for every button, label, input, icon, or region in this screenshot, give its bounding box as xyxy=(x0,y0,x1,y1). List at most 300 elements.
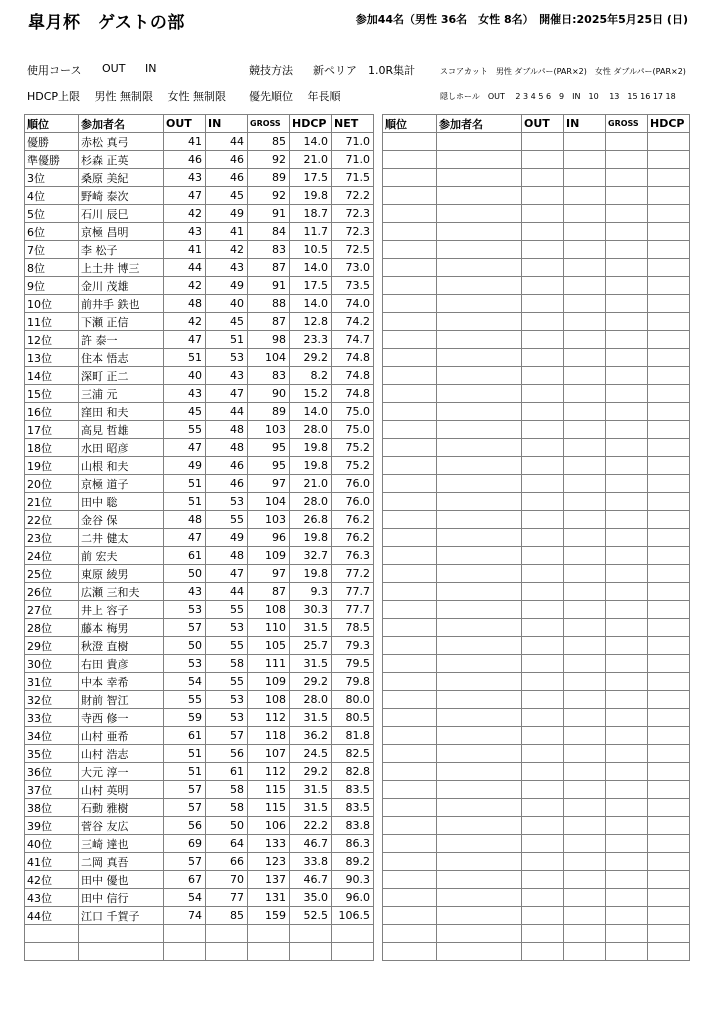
gross-cell: 87 xyxy=(248,313,290,331)
net-cell: 72.2 xyxy=(332,187,374,205)
empty-cell xyxy=(606,457,648,475)
hdcp-cell: 14.0 xyxy=(290,259,332,277)
empty-row xyxy=(383,871,690,889)
empty-row xyxy=(383,475,690,493)
empty-cell xyxy=(522,349,564,367)
empty-cell xyxy=(606,565,648,583)
name-cell: 三崎 達也 xyxy=(79,835,164,853)
empty-row xyxy=(383,799,690,817)
empty-cell xyxy=(606,601,648,619)
name-cell: 田中 優也 xyxy=(79,871,164,889)
empty-cell xyxy=(383,421,437,439)
in-cell: 46 xyxy=(206,457,248,475)
hdcp-cell: 33.8 xyxy=(290,853,332,871)
in-cell: 53 xyxy=(206,619,248,637)
header-hdcp: HDCP xyxy=(648,115,690,133)
empty-cell xyxy=(606,745,648,763)
net-cell: 74.0 xyxy=(332,295,374,313)
header-in: IN xyxy=(206,115,248,133)
name-cell: 石川 辰巳 xyxy=(79,205,164,223)
out-cell: 59 xyxy=(164,709,206,727)
empty-cell xyxy=(522,781,564,799)
table-row xyxy=(25,619,374,637)
empty-cell xyxy=(437,817,522,835)
out-cell: 43 xyxy=(164,583,206,601)
empty-row xyxy=(383,349,690,367)
empty-row xyxy=(383,187,690,205)
rank-cell: 43位 xyxy=(25,889,79,907)
net-cell: 72.3 xyxy=(332,223,374,241)
empty-cell xyxy=(383,817,437,835)
in-cell: 53 xyxy=(206,349,248,367)
empty-cell xyxy=(383,367,437,385)
in-cell: 47 xyxy=(206,385,248,403)
rank-cell: 42位 xyxy=(25,871,79,889)
empty-cell xyxy=(522,817,564,835)
net-cell: 80.5 xyxy=(332,709,374,727)
empty-row xyxy=(383,889,690,907)
empty-cell xyxy=(383,259,437,277)
gross-cell: 118 xyxy=(248,727,290,745)
empty-cell xyxy=(383,223,437,241)
hdcp-cell: 31.5 xyxy=(290,709,332,727)
empty-cell xyxy=(522,601,564,619)
empty-cell xyxy=(437,871,522,889)
name-cell: 二岡 真吾 xyxy=(79,853,164,871)
name-cell: 山村 亜希 xyxy=(79,727,164,745)
in-cell: 47 xyxy=(206,565,248,583)
empty-cell xyxy=(648,853,690,871)
empty-cell xyxy=(437,907,522,925)
empty-cell xyxy=(564,853,606,871)
header-gross: GROSS xyxy=(248,115,290,133)
empty-cell xyxy=(522,943,564,961)
hdcp-limit: HDCP上限 男性 無制限 女性 無制限 xyxy=(27,90,227,103)
out-cell: 47 xyxy=(164,187,206,205)
name-cell: 野崎 泰次 xyxy=(79,187,164,205)
empty-cell xyxy=(606,529,648,547)
empty-cell xyxy=(648,583,690,601)
empty-cell xyxy=(437,385,522,403)
empty-cell xyxy=(648,241,690,259)
empty-cell xyxy=(564,241,606,259)
empty-cell xyxy=(522,583,564,601)
empty-cell xyxy=(437,889,522,907)
in-cell: 66 xyxy=(206,853,248,871)
gross-cell: 97 xyxy=(248,475,290,493)
table-row xyxy=(25,331,374,349)
hdcp-cell: 23.3 xyxy=(290,331,332,349)
empty-cell xyxy=(606,727,648,745)
table-row xyxy=(25,349,374,367)
empty-row xyxy=(383,727,690,745)
name-cell: 上土井 博三 xyxy=(79,259,164,277)
out-cell: 51 xyxy=(164,349,206,367)
hdcp-cell: 25.7 xyxy=(290,637,332,655)
table-row xyxy=(25,781,374,799)
empty-cell xyxy=(522,223,564,241)
out-cell: 61 xyxy=(164,727,206,745)
empty-cell xyxy=(648,313,690,331)
hdcp-cell: 46.7 xyxy=(290,871,332,889)
gross-cell: 90 xyxy=(248,385,290,403)
empty-row xyxy=(383,439,690,457)
empty-cell xyxy=(564,583,606,601)
hdcp-cell: 14.0 xyxy=(290,133,332,151)
empty-cell xyxy=(648,781,690,799)
in-cell: 44 xyxy=(206,403,248,421)
in-cell: 58 xyxy=(206,799,248,817)
empty-cell xyxy=(648,709,690,727)
out-cell: 43 xyxy=(164,169,206,187)
gross-cell: 104 xyxy=(248,349,290,367)
name-cell: 田中 聡 xyxy=(79,493,164,511)
empty-cell xyxy=(522,295,564,313)
method-label: 競技方法 xyxy=(249,64,293,77)
empty-row xyxy=(383,619,690,637)
empty-row xyxy=(383,637,690,655)
table-row xyxy=(25,421,374,439)
empty-cell xyxy=(383,241,437,259)
empty-cell xyxy=(522,259,564,277)
empty-cell xyxy=(522,133,564,151)
empty-cell xyxy=(564,277,606,295)
rank-cell: 4位 xyxy=(25,187,79,205)
page-title: 皐月杯 ゲストの部 xyxy=(28,13,185,33)
empty-cell xyxy=(564,367,606,385)
empty-cell xyxy=(437,457,522,475)
empty-row xyxy=(25,943,374,961)
empty-cell xyxy=(383,493,437,511)
name-cell: 山村 英明 xyxy=(79,781,164,799)
net-cell: 80.0 xyxy=(332,691,374,709)
empty-cell xyxy=(564,187,606,205)
empty-cell xyxy=(606,709,648,727)
empty-cell xyxy=(437,331,522,349)
in-cell: 49 xyxy=(206,529,248,547)
in-cell: 58 xyxy=(206,655,248,673)
name-cell: 前井手 鉄也 xyxy=(79,295,164,313)
out-cell: 57 xyxy=(164,799,206,817)
method-value: 新ペリア 1.0R集計 xyxy=(313,64,416,77)
empty-cell xyxy=(564,313,606,331)
empty-cell xyxy=(383,709,437,727)
empty-cell xyxy=(606,817,648,835)
empty-cell xyxy=(437,277,522,295)
empty-cell xyxy=(564,781,606,799)
empty-cell xyxy=(522,853,564,871)
empty-cell xyxy=(648,565,690,583)
empty-cell xyxy=(437,439,522,457)
empty-cell xyxy=(332,925,374,943)
hdcp-cell: 29.2 xyxy=(290,763,332,781)
empty-cell xyxy=(437,421,522,439)
in-cell: 40 xyxy=(206,295,248,313)
empty-cell xyxy=(437,529,522,547)
empty-cell xyxy=(564,601,606,619)
empty-cell xyxy=(606,403,648,421)
empty-cell xyxy=(383,871,437,889)
in-cell: 45 xyxy=(206,313,248,331)
net-cell: 71.0 xyxy=(332,151,374,169)
gross-cell: 91 xyxy=(248,277,290,295)
empty-cell xyxy=(606,889,648,907)
course-out: OUT xyxy=(102,62,126,75)
empty-cell xyxy=(606,943,648,961)
net-cell: 81.8 xyxy=(332,727,374,745)
net-cell: 76.0 xyxy=(332,493,374,511)
empty-cell xyxy=(564,673,606,691)
net-cell: 79.8 xyxy=(332,673,374,691)
empty-cell xyxy=(606,313,648,331)
empty-row xyxy=(383,655,690,673)
empty-cell xyxy=(383,277,437,295)
empty-cell xyxy=(437,295,522,313)
empty-row xyxy=(383,565,690,583)
empty-cell xyxy=(564,421,606,439)
table-row xyxy=(25,889,374,907)
empty-cell xyxy=(25,925,79,943)
name-cell: 京極 昌明 xyxy=(79,223,164,241)
empty-cell xyxy=(248,925,290,943)
empty-cell xyxy=(437,637,522,655)
name-cell: 許 泰一 xyxy=(79,331,164,349)
hdcp-cell: 8.2 xyxy=(290,367,332,385)
rank-cell: 14位 xyxy=(25,367,79,385)
empty-cell xyxy=(437,853,522,871)
empty-cell xyxy=(437,583,522,601)
empty-cell xyxy=(383,475,437,493)
empty-cell xyxy=(648,727,690,745)
gross-cell: 84 xyxy=(248,223,290,241)
empty-cell xyxy=(606,169,648,187)
table-row xyxy=(25,565,374,583)
empty-cell xyxy=(383,511,437,529)
hdcp-cell: 46.7 xyxy=(290,835,332,853)
in-cell: 55 xyxy=(206,637,248,655)
name-cell: 高見 哲雄 xyxy=(79,421,164,439)
header-name: 参加者名 xyxy=(437,115,522,133)
hdcp-cell: 35.0 xyxy=(290,889,332,907)
in-cell: 58 xyxy=(206,781,248,799)
empty-cell xyxy=(437,799,522,817)
empty-row xyxy=(383,385,690,403)
empty-cell xyxy=(648,259,690,277)
empty-row xyxy=(383,781,690,799)
empty-cell xyxy=(564,835,606,853)
empty-cell xyxy=(522,925,564,943)
net-cell: 86.3 xyxy=(332,835,374,853)
empty-cell xyxy=(564,331,606,349)
hdcp-cell: 26.8 xyxy=(290,511,332,529)
empty-cell xyxy=(648,691,690,709)
empty-cell xyxy=(522,277,564,295)
empty-cell xyxy=(79,943,164,961)
empty-row xyxy=(383,169,690,187)
table-row xyxy=(25,709,374,727)
net-cell: 106.5 xyxy=(332,907,374,925)
gross-cell: 108 xyxy=(248,601,290,619)
out-cell: 51 xyxy=(164,493,206,511)
empty-cell xyxy=(437,259,522,277)
empty-cell xyxy=(564,619,606,637)
gross-cell: 89 xyxy=(248,169,290,187)
header-out: OUT xyxy=(164,115,206,133)
name-cell: 李 松子 xyxy=(79,241,164,259)
rank-cell: 37位 xyxy=(25,781,79,799)
rank-cell: 15位 xyxy=(25,385,79,403)
net-cell: 78.5 xyxy=(332,619,374,637)
empty-cell xyxy=(606,421,648,439)
empty-cell xyxy=(564,547,606,565)
empty-row xyxy=(383,457,690,475)
name-cell: 水田 昭彦 xyxy=(79,439,164,457)
rank-cell: 36位 xyxy=(25,763,79,781)
empty-cell xyxy=(383,763,437,781)
out-cell: 40 xyxy=(164,367,206,385)
gross-cell: 95 xyxy=(248,457,290,475)
table-row xyxy=(25,511,374,529)
empty-cell xyxy=(522,547,564,565)
empty-cell xyxy=(648,943,690,961)
empty-cell xyxy=(648,421,690,439)
empty-cell xyxy=(437,187,522,205)
hdcp-cell: 10.5 xyxy=(290,241,332,259)
empty-row xyxy=(383,835,690,853)
name-cell: 金川 茂雄 xyxy=(79,277,164,295)
out-cell: 51 xyxy=(164,475,206,493)
empty-cell xyxy=(522,907,564,925)
table-row xyxy=(25,763,374,781)
gross-cell: 85 xyxy=(248,133,290,151)
net-cell: 75.2 xyxy=(332,439,374,457)
empty-cell xyxy=(437,511,522,529)
net-cell: 72.3 xyxy=(332,205,374,223)
empty-row xyxy=(383,133,690,151)
in-cell: 61 xyxy=(206,763,248,781)
gross-cell: 103 xyxy=(248,421,290,439)
name-cell: 杉森 正英 xyxy=(79,151,164,169)
empty-cell xyxy=(522,655,564,673)
empty-cell xyxy=(522,565,564,583)
gross-cell: 131 xyxy=(248,889,290,907)
header-hdcp: HDCP xyxy=(290,115,332,133)
empty-cell xyxy=(522,529,564,547)
gross-cell: 115 xyxy=(248,799,290,817)
gross-cell: 110 xyxy=(248,619,290,637)
header-net: NET xyxy=(332,115,374,133)
empty-cell xyxy=(564,349,606,367)
empty-cell xyxy=(522,871,564,889)
table-row xyxy=(25,241,374,259)
empty-cell xyxy=(383,799,437,817)
empty-cell xyxy=(383,169,437,187)
results-table-right xyxy=(382,114,690,961)
out-cell: 47 xyxy=(164,331,206,349)
table-row xyxy=(25,655,374,673)
in-cell: 44 xyxy=(206,133,248,151)
empty-cell xyxy=(206,925,248,943)
name-cell: 下瀬 正信 xyxy=(79,313,164,331)
name-cell: 東原 綾男 xyxy=(79,565,164,583)
empty-cell xyxy=(383,151,437,169)
gross-cell: 97 xyxy=(248,565,290,583)
out-cell: 42 xyxy=(164,205,206,223)
name-cell: 前 宏夫 xyxy=(79,547,164,565)
empty-cell xyxy=(564,223,606,241)
empty-cell xyxy=(564,745,606,763)
gross-cell: 83 xyxy=(248,367,290,385)
rank-cell: 26位 xyxy=(25,583,79,601)
name-cell: 寺西 修一 xyxy=(79,709,164,727)
empty-cell xyxy=(383,205,437,223)
empty-cell xyxy=(606,475,648,493)
net-cell: 74.2 xyxy=(332,313,374,331)
rank-cell: 10位 xyxy=(25,295,79,313)
empty-cell xyxy=(79,925,164,943)
empty-cell xyxy=(606,241,648,259)
in-cell: 53 xyxy=(206,709,248,727)
empty-cell xyxy=(564,655,606,673)
name-cell: 深町 正二 xyxy=(79,367,164,385)
gross-cell: 87 xyxy=(248,259,290,277)
empty-row xyxy=(383,745,690,763)
empty-cell xyxy=(383,781,437,799)
empty-cell xyxy=(564,439,606,457)
empty-cell xyxy=(564,565,606,583)
hdcp-cell: 28.0 xyxy=(290,691,332,709)
empty-row xyxy=(383,691,690,709)
empty-row xyxy=(383,907,690,925)
out-cell: 69 xyxy=(164,835,206,853)
empty-cell xyxy=(648,439,690,457)
rank-cell: 20位 xyxy=(25,475,79,493)
empty-row xyxy=(25,925,374,943)
empty-cell xyxy=(606,547,648,565)
empty-cell xyxy=(383,295,437,313)
table-row xyxy=(25,727,374,745)
net-cell: 76.3 xyxy=(332,547,374,565)
net-cell: 89.2 xyxy=(332,853,374,871)
hdcp-cell: 9.3 xyxy=(290,583,332,601)
empty-cell xyxy=(25,943,79,961)
table-row xyxy=(25,457,374,475)
empty-row xyxy=(383,313,690,331)
empty-cell xyxy=(383,691,437,709)
empty-cell xyxy=(648,475,690,493)
empty-cell xyxy=(648,331,690,349)
empty-row xyxy=(383,295,690,313)
empty-cell xyxy=(564,889,606,907)
empty-cell xyxy=(648,655,690,673)
empty-cell xyxy=(648,799,690,817)
header-rank: 順位 xyxy=(25,115,79,133)
empty-cell xyxy=(648,817,690,835)
hdcp-cell: 29.2 xyxy=(290,349,332,367)
empty-cell xyxy=(564,727,606,745)
empty-cell xyxy=(648,637,690,655)
table-row xyxy=(25,259,374,277)
table-row xyxy=(25,871,374,889)
net-cell: 83.5 xyxy=(332,799,374,817)
name-cell: 中本 幸希 xyxy=(79,673,164,691)
hdcp-cell: 29.2 xyxy=(290,673,332,691)
table-row xyxy=(25,817,374,835)
net-cell: 83.5 xyxy=(332,781,374,799)
name-cell: 江口 千賀子 xyxy=(79,907,164,925)
out-cell: 43 xyxy=(164,223,206,241)
empty-cell xyxy=(332,943,374,961)
